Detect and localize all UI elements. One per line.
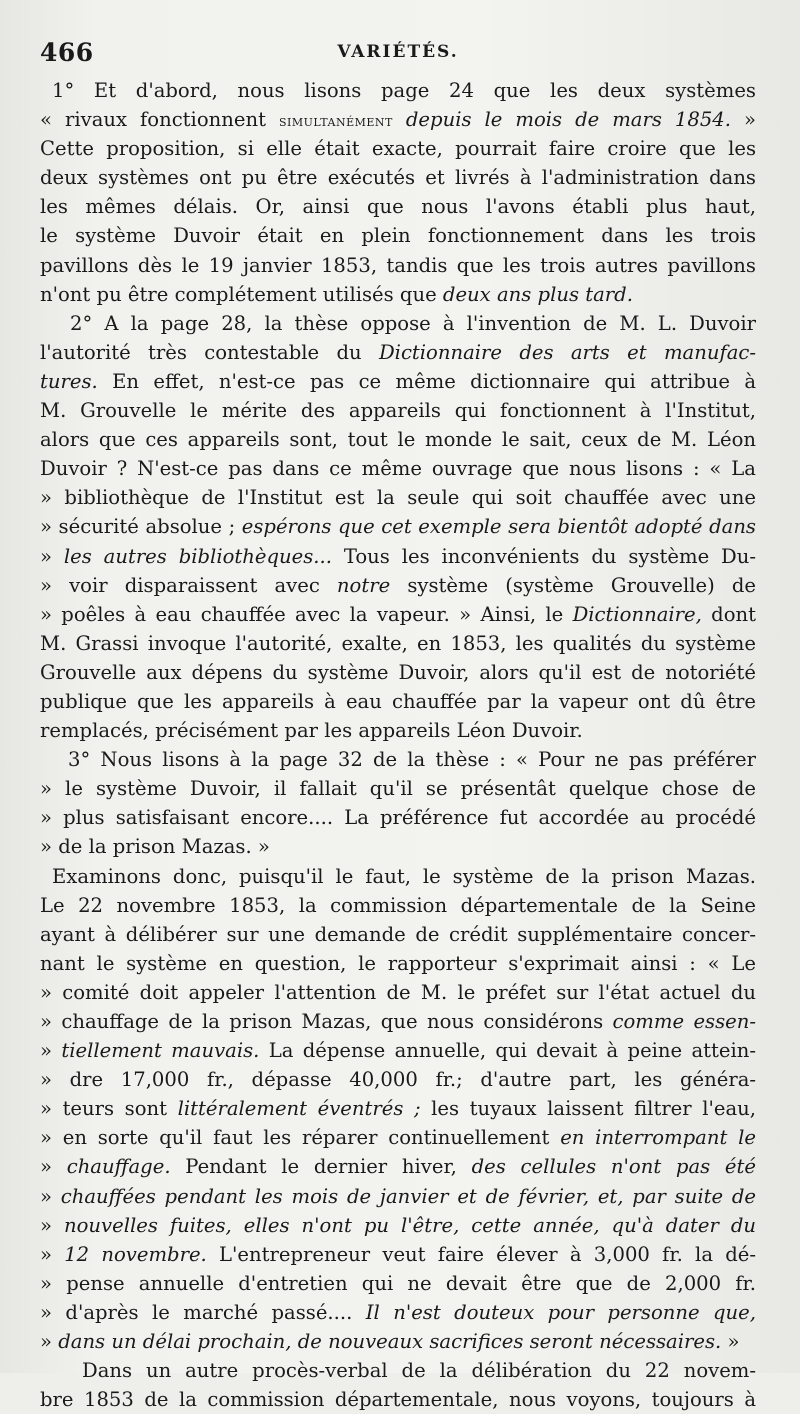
text-run: tiellement mauvais.	[61, 1039, 260, 1063]
text-line	[40, 862, 756, 891]
text-line	[40, 891, 756, 920]
text-run: Le 22 novembre 1853, la commission départementale de la Seine	[40, 893, 756, 917]
text-line	[40, 425, 756, 454]
text-run: les mêmes délais. Or, ainsi que nous l'avons établi plus haut,	[40, 195, 756, 219]
text-line	[40, 687, 756, 716]
text-line	[40, 309, 756, 338]
text-run: dans un délai prochain, de nouveaux sacrifices seront nécessaires.	[58, 1330, 722, 1354]
text-run: »	[40, 544, 64, 568]
text-line	[40, 280, 756, 309]
text-run: deux ans plus tard.	[442, 282, 633, 306]
page-header	[40, 38, 756, 68]
text-line	[40, 105, 756, 134]
text-run: littéralement éventrés ;	[177, 1097, 421, 1121]
text-line	[40, 367, 756, 396]
text-run: En effet, n'est-ce pas ce même dictionnaire qui attribue à	[97, 369, 756, 393]
text-line	[40, 76, 756, 105]
text-run: » sécurité absolue ;	[40, 515, 242, 539]
text-run: depuis le mois de mars 1854.	[405, 108, 731, 132]
text-line	[40, 600, 756, 629]
text-line	[40, 1036, 756, 1065]
text-line	[40, 1385, 756, 1414]
text-run: Dans un autre procès-verbal de la délibération du 22 novem-	[82, 1359, 756, 1383]
text-run: Il n'est douteux pour personne que,	[365, 1300, 756, 1324]
text-run: »	[40, 1184, 61, 1208]
text-run: 2° A la page 28, la thèse oppose à l'invention de M. L. Duvoir	[70, 311, 756, 335]
text-line	[40, 251, 756, 280]
text-run: » le système Duvoir, il fallait qu'il se présentât quelque chose de	[40, 777, 756, 801]
text-line	[40, 949, 756, 978]
text-run: Tous les inconvénients du système Du-	[331, 544, 756, 568]
text-line	[40, 658, 756, 687]
text-run: » de la prison Mazas. »	[40, 835, 270, 859]
text-run: système (système Grouvelle) de	[390, 573, 756, 597]
text-line	[40, 512, 756, 541]
running-title: VARIÉTÉS.	[337, 42, 459, 62]
text-line	[40, 1298, 756, 1327]
text-line	[40, 920, 756, 949]
text-line	[40, 396, 756, 425]
text-run: les tuyaux laissent filtrer l'eau,	[420, 1097, 756, 1121]
text-run: 1° Et d'abord, nous lisons page 24 que les deux systèmes	[52, 79, 756, 102]
text-run: Dictionnaire des arts et manufac-	[378, 340, 756, 364]
text-run: Dictionnaire,	[572, 602, 702, 626]
text-run: chauffage.	[66, 1155, 171, 1179]
text-run: l'autorité très contestable du	[40, 340, 379, 364]
text-line	[40, 542, 756, 571]
text-line	[40, 1356, 756, 1385]
text-run: » voir disparaissent avec	[40, 573, 337, 597]
text-run: le système Duvoir était en plein fonctionnement dans les trois	[40, 224, 756, 248]
text-run	[393, 108, 406, 131]
text-line	[40, 745, 756, 774]
text-run: »	[40, 1155, 67, 1179]
text-line	[40, 1269, 756, 1298]
text-line	[40, 832, 756, 861]
text-run: espérons que cet exemple sera bientôt adopté dans	[241, 515, 756, 539]
text-run: » bibliothèque de l'Institut est la seule qui soit chauffée avec une	[40, 486, 756, 510]
text-line	[40, 1123, 756, 1152]
text-run: pavillons dès le 19 janvier 1853, tandis que les trois autres pavillons	[40, 253, 756, 277]
text-run: nant le système en question, le rapporteur s'exprimait ainsi : « Le	[40, 951, 756, 975]
text-run: Grouvelle aux dépens du système Duvoir, alors qu'il est de notoriété	[40, 660, 756, 684]
text-run: chauffées pendant les mois de janvier et de février, et, par suite de	[60, 1184, 756, 1208]
text-line	[40, 803, 756, 832]
text-line	[40, 716, 756, 745]
text-run: alors que ces appareils sont, tout le monde le sait, ceux de M. Léon	[40, 428, 756, 452]
text-run: » plus satisfaisant encore.... La préférence fut accordée au procédé	[40, 806, 756, 830]
text-line	[40, 192, 756, 221]
text-line	[40, 1327, 756, 1356]
text-run: »	[721, 1330, 740, 1354]
text-run: « rivaux fonctionnent	[40, 108, 279, 132]
text-run: Duvoir ? N'est-ce pas dans ce même ouvrage que nous lisons : « La	[40, 457, 756, 481]
text-run: 12 novembre.	[64, 1242, 207, 1266]
text-run: tures.	[40, 369, 98, 393]
text-line	[40, 1211, 756, 1240]
text-run: notre	[336, 573, 391, 597]
text-line	[40, 1094, 756, 1123]
text-line	[40, 1152, 756, 1181]
text-run: » dre 17,000 fr., dépasse 40,000 fr.; d'autre part, les généra-	[40, 1068, 756, 1092]
text-run: Pendant le dernier hiver,	[170, 1155, 472, 1179]
text-run: Examinons donc, puisqu'il le faut, le système de la prison Mazas.	[52, 864, 756, 888]
text-run: des cellules n'ont pas été	[471, 1155, 756, 1179]
text-line	[40, 1007, 756, 1036]
text-line	[40, 1240, 756, 1269]
text-run: remplacés, précisément par les appareils Léon Duvoir.	[40, 719, 583, 743]
text-line	[40, 1182, 756, 1211]
text-run: » d'après le marché passé....	[40, 1300, 366, 1324]
text-run: en interrompant le	[560, 1126, 756, 1150]
text-run: L'entrepreneur veut faire élever à 3,000 fr. la dé-	[206, 1242, 756, 1266]
text-run: M. Grouvelle le mérite des appareils qui fonctionnent à l'Institut,	[40, 399, 756, 423]
text-run: » chauffage de la prison Mazas, que nous considérons	[40, 1010, 613, 1033]
text-line	[40, 221, 756, 250]
text-run: La dépense annuelle, qui devait à peine attein-	[259, 1039, 756, 1063]
page-number: 466	[40, 38, 94, 67]
text-run: dont	[701, 602, 756, 626]
text-run: » comité doit appeler l'attention de M. le préfet sur l'état actuel du	[40, 980, 756, 1004]
text-run: ayant à délibérer sur une demande de crédit supplémentaire concer-	[40, 922, 756, 946]
text-run: nouvelles fuites, elles n'ont pu l'être, cette année, qu'à dater du	[64, 1213, 756, 1237]
text-line	[40, 629, 756, 658]
text-line	[40, 774, 756, 803]
text-run: M. Grassi invoque l'autorité, exalte, en 1853, les qualités du système	[40, 631, 756, 655]
text-run: comme essen-	[612, 1010, 756, 1033]
text-line	[40, 1065, 756, 1094]
text-run: »	[40, 1213, 64, 1237]
text-run: les autres bibliothèques...	[63, 544, 332, 568]
text-line	[40, 571, 756, 600]
text-run: Cette proposition, si elle était exacte, pourrait faire croire que les	[40, 137, 756, 161]
text-run: » pense annuelle d'entretien qui ne devait être que de 2,000 fr.	[40, 1271, 756, 1295]
text-run: »	[40, 1039, 62, 1063]
text-run: deux systèmes ont pu être exécutés et livrés à l'administration dans	[40, 166, 756, 190]
text-run: bre 1853 de la commission départementale, nous voyons, toujours à	[40, 1388, 756, 1412]
text-run: » teurs sont	[40, 1097, 178, 1121]
text-line	[40, 454, 756, 483]
text-run: publique que les appareils à eau chauffée par la vapeur ont dû être	[40, 689, 756, 713]
text-run: 3° Nous lisons à la page 32 de la thèse : « Pour ne pas préférer	[68, 748, 756, 772]
text-line	[40, 134, 756, 163]
text-run: n'ont pu être complétement utilisés que	[40, 282, 443, 306]
text-line	[40, 163, 756, 192]
text-run: simultanément	[278, 112, 393, 131]
text-line	[40, 338, 756, 367]
text-run: » en sorte qu'il faut les réparer continuellement	[40, 1126, 561, 1150]
text-run: » poêles à eau chauffée avec la vapeur. » Ainsi, le	[40, 602, 573, 626]
text-run: »	[40, 1242, 65, 1266]
text-line	[40, 483, 756, 512]
body-text	[40, 76, 756, 1414]
text-run: »	[40, 1330, 59, 1354]
text-run: »	[731, 108, 756, 132]
text-line	[40, 978, 756, 1007]
